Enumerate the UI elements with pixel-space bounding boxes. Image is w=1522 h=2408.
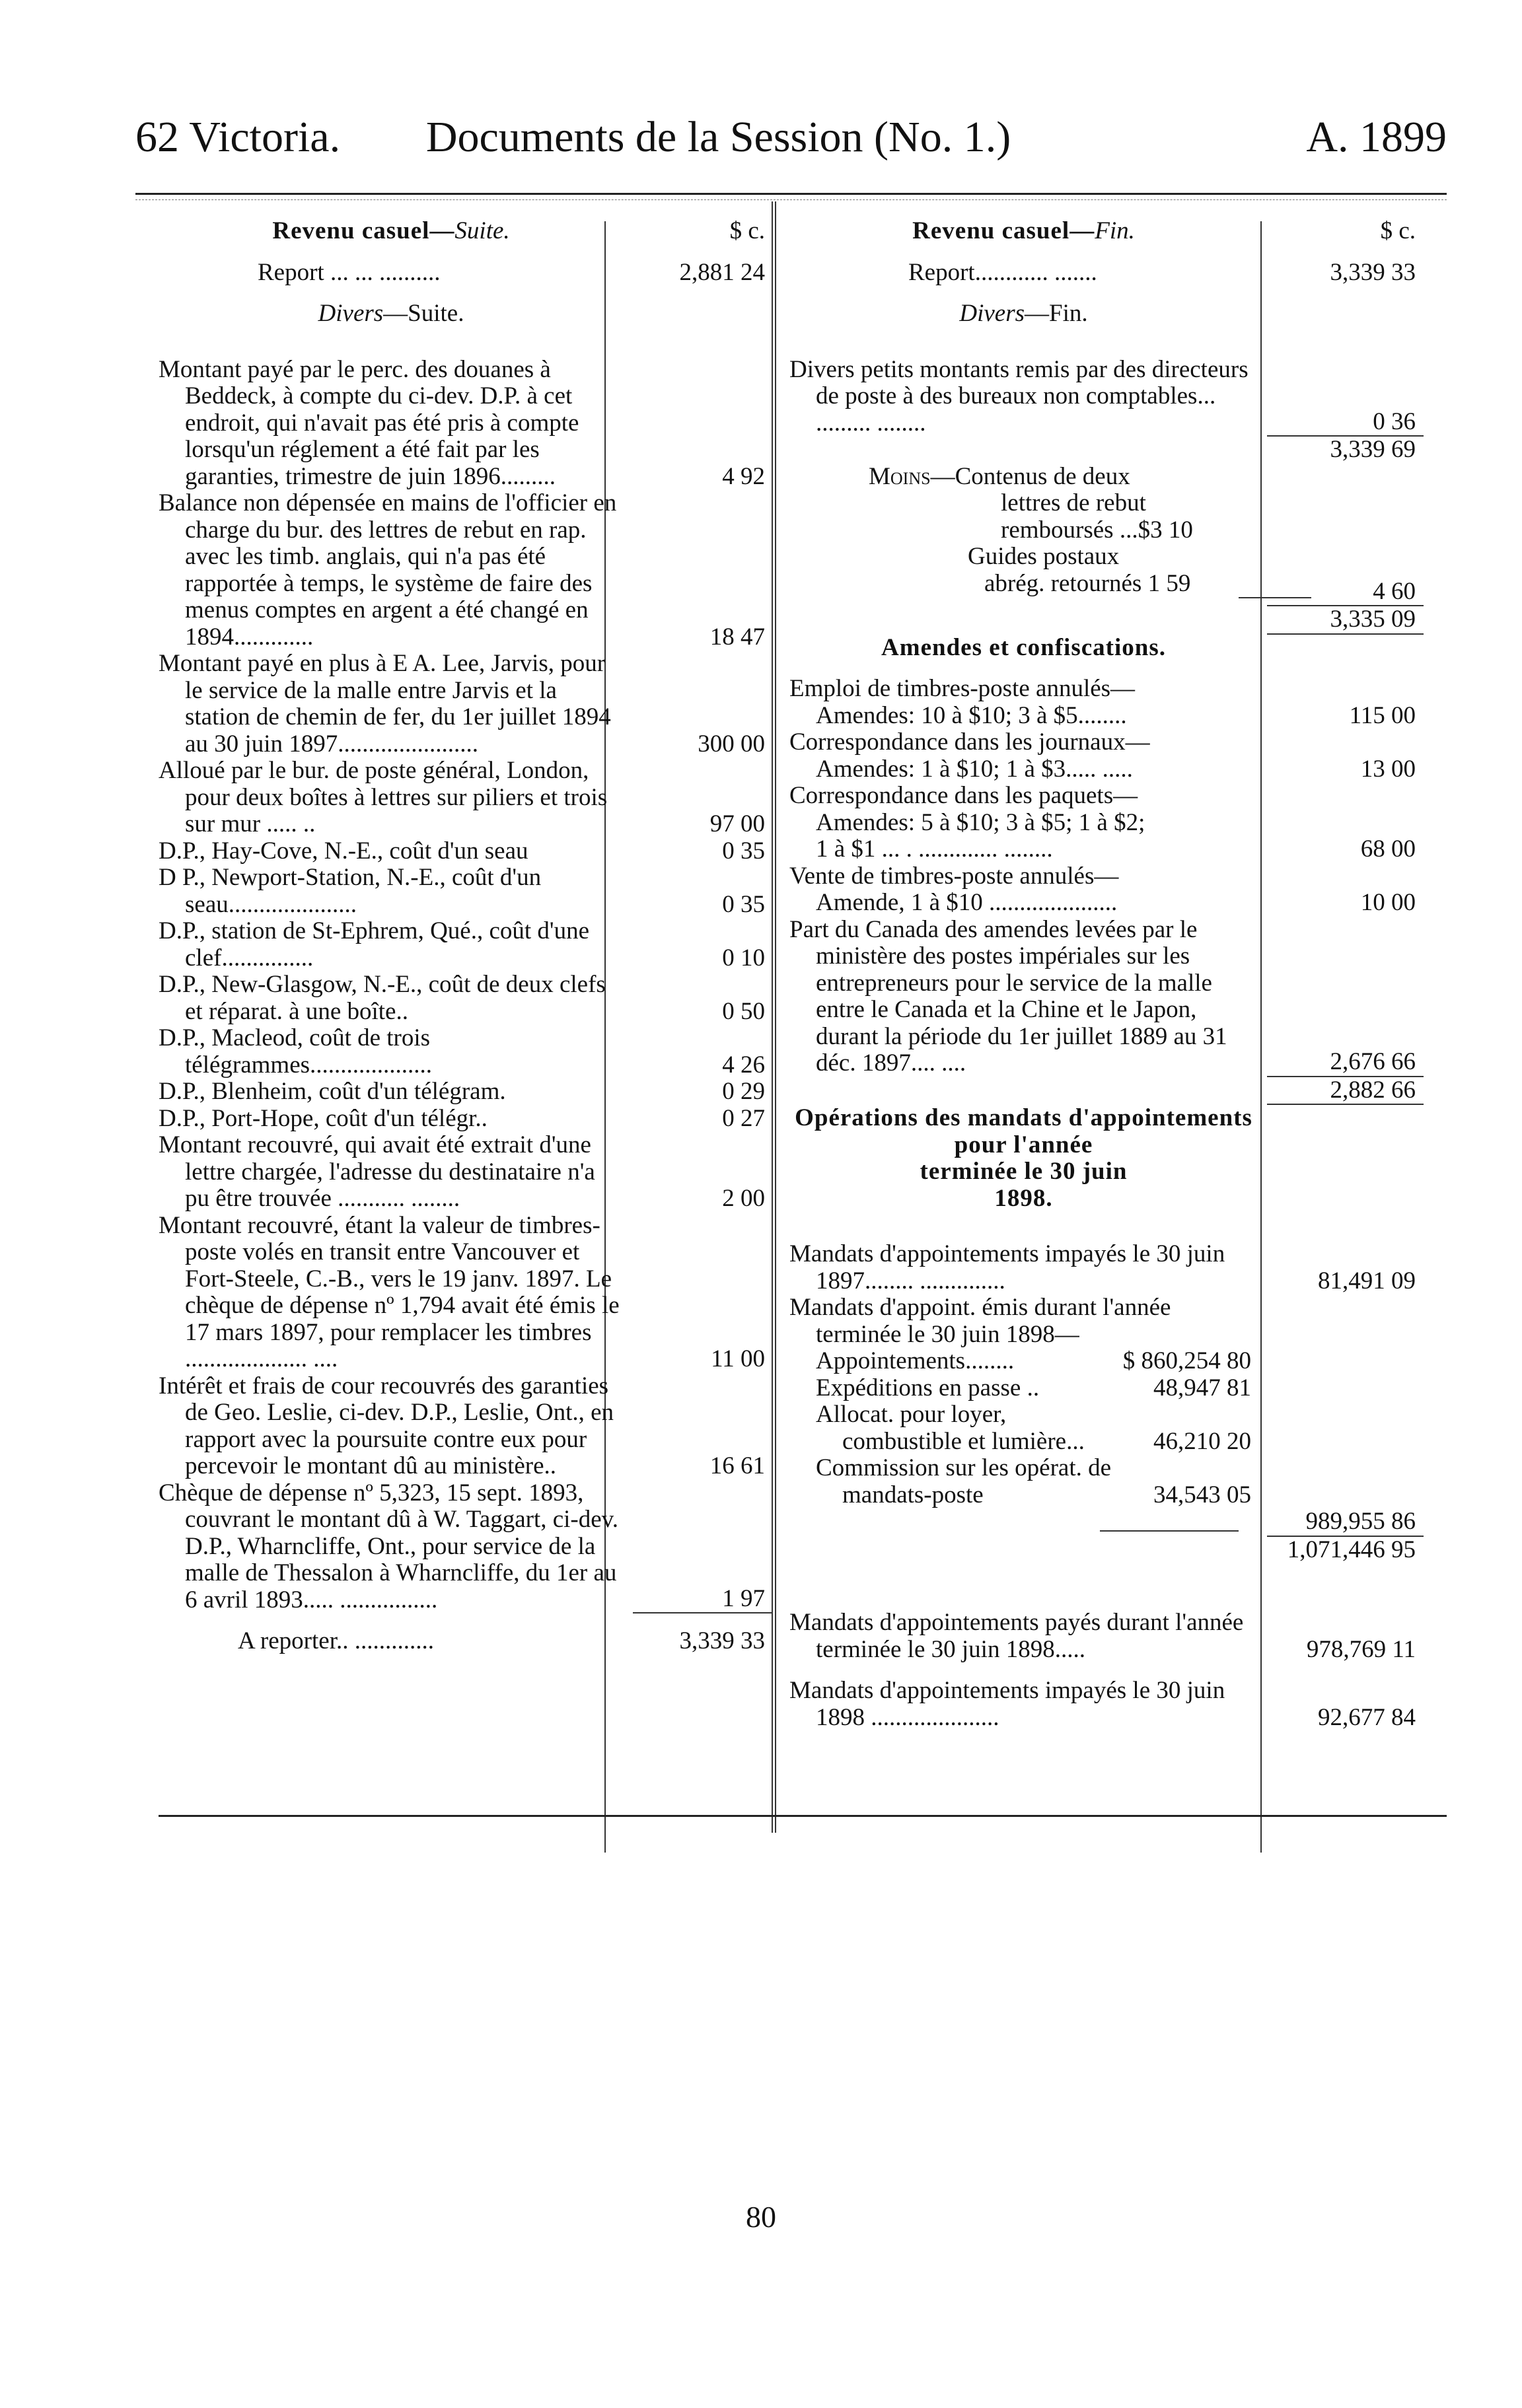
list-item: Intérêt et frais de cour recouvrés des garanties de Geo. Leslie, ci-dev. D.P., Leslie, Ont., en rapport avec la poursuite contre eux pour percevoir le montant dû au ministère.. 16 61 (159, 1373, 773, 1480)
entry-amount: 16 61 (709, 1452, 765, 1479)
divers-text: Divers petits montants remis par des directeurs de poste à des bureaux non comptables... ......... ........ (789, 355, 1249, 437)
payes-label: Mandats d'appointements payés durant l'année terminée le 30 juin 1898..... (789, 1609, 1244, 1663)
entry-amount: 115 00 (1349, 701, 1416, 729)
list-item: D P., Newport-Station, N.-E., coût d'un seau..................... 0 35 (159, 865, 773, 918)
entry-amount: 10 00 (1360, 889, 1416, 916)
list-item: D.P., Hay-Cove, N.-E., coût d'un seau 0 35 (159, 838, 773, 865)
left-subheading (159, 301, 773, 328)
running-head (135, 111, 1447, 164)
impayes-1897-label: Mandats d'appointements impayés le 30 juin 1897........ .............. (789, 1240, 1225, 1294)
moins-total: 4 60 (1267, 579, 1424, 607)
moins-block: Moins—Contenus de deux lettres de rebut remboursés ...$3 10 Guides postaux abrég. retournés 1 59 (789, 464, 1267, 607)
impayes-1897-row (789, 1241, 1424, 1294)
impayes-1898-amount: 92,677 84 (1318, 1703, 1416, 1731)
right-report-row (789, 260, 1424, 287)
mandats-heading-row (789, 1105, 1424, 1212)
entry-amount: 4 26 (722, 1051, 765, 1079)
right-section-title: Revenu casuel—Fin. (912, 217, 1135, 244)
footer-rule (159, 1815, 1447, 1817)
list-item: D.P., New-Glasgow, N.-E., coût de deux clefs et réparat. à une boîte.. 0 50 (159, 972, 773, 1025)
header-rule (135, 193, 1447, 195)
left-section-title: Revenu casuel—Suite. (272, 217, 510, 244)
list-item: Chèque de dépense nº 5,323, 15 sept. 1893, couvrant le montant dû à W. Taggart, ci-dev. D.P., Wharncliffe, Ont., pour service de la malle de Thessalon à Wharncliffe, du 1er au 6 avril 1893..... ................ 1 97 (159, 1480, 773, 1614)
list-item: Correspondance dans les paquets— Amendes: 5 à $10; 3 à $5; 1 à $2; 1 à $1 ... . ............. ........ 68 00 (789, 783, 1424, 863)
right-unit-label: $ c. (1380, 217, 1416, 244)
right-column (789, 218, 1424, 1731)
year-label: A. 1899 (1306, 113, 1447, 161)
impayes-1898-label: Mandats d'appointements impayés le 30 juin 1898 ..................... (789, 1677, 1225, 1731)
right-subheading (789, 301, 1424, 328)
entry-amount: 0 10 (722, 944, 765, 972)
report-label: Report............ ....... (908, 258, 1097, 286)
payes-amount: 978,769 11 (1306, 1635, 1416, 1663)
entry-amount: 13 00 (1360, 755, 1416, 783)
entry-amount: 18 47 (709, 623, 765, 651)
divers-amount: 0 36 (1267, 409, 1424, 437)
entry-amount: 0 27 (722, 1104, 765, 1132)
emis-item: Expéditions en passe .. 48,947 81 (816, 1374, 1251, 1401)
list-item: D.P., Port-Hope, coût d'un télégr.. 0 27 (159, 1106, 773, 1133)
entry-amount: 11 00 (711, 1345, 765, 1372)
entry-amount: 0 35 (722, 890, 765, 918)
emis-item: Commission sur les opérat. de mandats-poste 34,543 05 (816, 1454, 1251, 1508)
moins-row (789, 464, 1424, 607)
entry-amount: 2 00 (722, 1185, 765, 1212)
amendes-total-row (789, 1077, 1424, 1106)
list-item: D.P., Blenheim, coût d'un télégram. 0 29 (159, 1079, 773, 1106)
grand-total: 1,071,446 95 (1287, 1536, 1416, 1563)
list-item: Balance non dépensée en mains de l'officier en charge du bur. des lettres de rebut en rap. avec les timb. anglais, qui n'a pas été rapportée à temps, le système de faire des menus comptes en argent a été changé en 1894............. 18 47 (159, 490, 773, 651)
list-item: Emploi de timbres-poste annulés— Amendes: 10 à $10; 3 à $5........ 115 00 (789, 676, 1424, 729)
header-rule-dashed (135, 199, 1447, 200)
emis-label: Mandats d'appoint. émis durant l'année terminée le 30 juin 1898— (789, 1294, 1171, 1348)
impayes-1898-row (789, 1678, 1424, 1731)
page-number: 80 (746, 2200, 776, 2234)
entry-amount: 68 00 (1360, 835, 1416, 863)
emis-total: 989,955 86 (1267, 1508, 1424, 1537)
entry-amount: 4 92 (722, 462, 765, 490)
grand-total-row (789, 1537, 1424, 1564)
emis-item: Allocat. pour loyer, combustible et lumière... 46,210 20 (816, 1401, 1251, 1455)
carry-amount: 3,339 33 (679, 1627, 765, 1654)
left-entries (159, 357, 773, 1614)
entry-amount: 2,676 66 (1267, 1049, 1424, 1077)
emis-heading-row (789, 1294, 1424, 1348)
list-item: Montant recouvré, étant la valeur de timbres-poste volés en transit entre Vancouver et Fort-Steele, C.-B., vers le 19 janv. 1897. Le chèque de dépense nº 1,794 avait été émis le 17 mars 1897, pour remplacer les timbres .................... .... 11 00 (159, 1213, 773, 1373)
entry-amount: 0 29 (722, 1078, 765, 1105)
entry-amount: 0 35 (722, 837, 765, 865)
emis-total-row (789, 1508, 1424, 1537)
entry-amount: 0 50 (722, 997, 765, 1025)
entry-amount: 97 00 (709, 810, 765, 837)
entry-amount: 1 97 (633, 1586, 773, 1614)
report-amount: 3,339 33 (1330, 258, 1416, 286)
emis-item: Appointements........ $ 860,254 80 (816, 1347, 1251, 1374)
list-item: D.P., Macleod, coût de trois télégrammes.................... 4 26 (159, 1025, 773, 1079)
session-volume: 62 Victoria. (135, 113, 341, 161)
left-report-row (159, 260, 773, 287)
list-item: D.P., station de St-Ephrem, Qué., coût d'une clef............... 0 10 (159, 918, 773, 972)
subtotal-1: 3,339 69 (1330, 436, 1416, 463)
list-item: Correspondance dans les journaux— Amendes: 1 à $10; 1 à $3..... ..... 13 00 (789, 729, 1424, 783)
amendes-total: 2,882 66 (1267, 1077, 1424, 1106)
divers-row (789, 357, 1424, 437)
right-column-header (789, 218, 1424, 245)
document-title: Documents de la Session (No. 1.) (425, 113, 1011, 161)
mandats-heading: Opérations des mandats d'appointements pour l'année terminée le 30 juin 1898. (795, 1104, 1252, 1212)
list-item: Vente de timbres-poste annulés— Amende, 1 à $10 ..................... 10 00 (789, 863, 1424, 917)
subtotal-2: 3,335 09 (1267, 606, 1424, 635)
amendes-heading: Amendes et confiscations. (881, 633, 1166, 661)
impayes-1897-amount: 81,491 09 (1318, 1267, 1416, 1294)
subtotal-row-2 (789, 606, 1424, 635)
list-item: Alloué par le bur. de poste général, London, pour deux boîtes à lettres sur piliers et trois sur mur ..... .. 97 00 (159, 758, 773, 838)
left-carry-row (159, 1628, 773, 1655)
moins-label: Moins (869, 462, 931, 490)
left-column-header (159, 218, 773, 245)
report-label: Report ... ... .......... (258, 258, 441, 286)
left-column (159, 218, 773, 1655)
payes-row (789, 1610, 1424, 1663)
list-item: Montant payé par le perc. des douanes à Beddeck, à compte du ci-dev. D.P. à cet endroit, qui n'avait pas été pris à compte lorsqu'un réglement a été fait par les garanties, trimestre de juin 1896......... 4 92 (159, 357, 773, 491)
list-item: Part du Canada des amendes levées par le ministère des postes impériales sur les entrepreneurs pour le service de la malle entre le Canada et la Chine et le Japon, durant la période du 1er juillet 1889 au 31 déc. 1897.... .... 2,676 66 (789, 917, 1424, 1077)
carry-label: A reporter.. ............. (238, 1627, 434, 1654)
left-unit-label: $ c. (729, 217, 765, 244)
list-item: Montant recouvré, qui avait été extrait d'une lettre chargée, l'adresse du destinataire n'a pu être trouvée ........... ........ 2 00 (159, 1132, 773, 1213)
list-item: Montant payé en plus à E A. Lee, Jarvis, pour le service de la malle entre Jarvis et la station de chemin de fer, du 1er juillet 1894 au 30 juin 1897....................... 300 00 (159, 651, 773, 758)
report-amount: 2,881 24 (679, 258, 765, 286)
entry-amount: 300 00 (698, 730, 765, 758)
divers-suite-heading: Divers—Suite. (318, 300, 464, 327)
amendes-heading-row (789, 635, 1424, 662)
subtotal-row (789, 437, 1424, 464)
divers-fin-heading: Divers—Fin. (959, 300, 1088, 327)
